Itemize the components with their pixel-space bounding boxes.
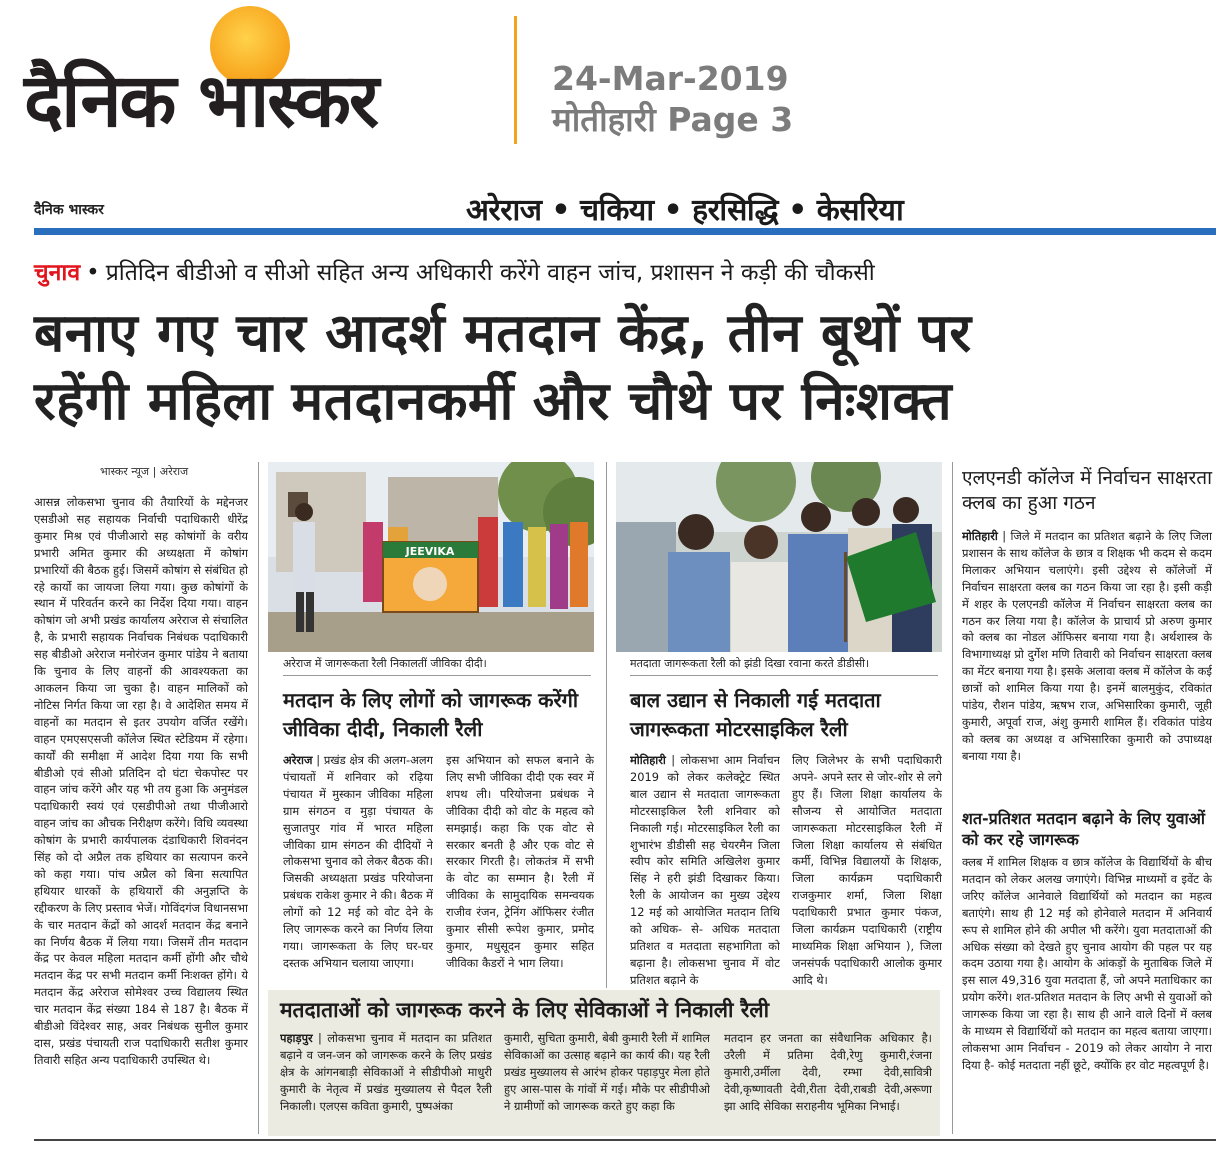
club-story-subhead: शत-प्रतिशत मतदान बढ़ाने के लिए युवाओं को कर रहे जागरूक <box>962 809 1206 849</box>
dateline: अरेराज <box>283 753 313 767</box>
edition-page: मोतीहारी Page 3 <box>552 100 794 140</box>
strip-brand: दैनिक भास्कर <box>34 202 104 218</box>
edition-date: 24-Mar-2019 <box>552 59 789 98</box>
byline: भास्कर न्यूज | अरेराज <box>100 465 189 478</box>
bike-story-col-2: लिए जिलेभर के सभी पदाधिकारी अपने- अपने स्तर से जोर-शोर से लगे हुए हैं। जिला शिक्षा कार्यालय के सौजन्य से आयोजित मतदाता जागरूकता मोटरसाइकिल रैली में जिला शिक्षा कार्यालय से संबंधित कर्मी, विभिन्न विद्यालयों के शिक्षक, जिला कार्यक्रम पदाधिकारी राजकुमार शर्मा, जिला शिक्षा पदाधिकारी प्रभात कुमार पंकज, जिला कार्यक्रम पदाधिकारी (राष्ट्रीय माध्यमिक शिक्षा अभियान ), जिला जनसंपर्क पदाधिकारी आलोक कुमार आदि थे। <box>792 753 942 987</box>
jeevika-story-col-2: इस अभियान को सफल बनाने के लिए सभी जीविका दीदी एक स्वर में शपथ ली। परियोजना प्रबंधक ने जीविका दीदी को वोट के महत्व को समझाई। कहा कि एक वोट से सरकार बनती है और एक वोट से सरकार गिरती है। लोकतंत्र में सभी के वोट का सम्मान है। रैली में जीविका के सामुदायिक समन्वयक राजीव रंजन, ट्रेनिंग ऑफिसर रंजीत कुमार सीसी रूपेश कुमार, प्रमोद कुमार, मधुसूदन कुमार सहित जीविका कैडरों ने भाग लिया। <box>446 753 594 970</box>
photo-caption-1: अरेराज में जागरूकता रैली निकालतीं जीविका दीदी। <box>283 656 591 676</box>
kicker-word: चुनाव <box>34 260 81 286</box>
jeevika-col-1-text: प्रखंड क्षेत्र की अलग-अलग पंचायतों में शनिवार को रढ़िया पंचायत में मुस्कान जीविका महिला ग्राम संगठन व मुड़ा पंचायत के सुजातपुर गांव में भारत महिला जीविका ग्राम संगठन की दीदियों ने लोकसभा चुनाव को लेकर बैठक की। जिसकी अध्यक्षता प्रखंड परियोजना प्रबंधक राकेश कुमार ने की। बैठक में लोगों को 12 मई को वोट देने के लिए जागरूक करने का निर्णय लिया गया। जागरूकता के लिए घर-घर दस्तक अभियान चलाया जाएगा। <box>283 753 433 970</box>
bike-story-col-1: मोतिहारी | लोकसभा आम निर्वाचन 2019 को लेकर कलेक्ट्रेट स्थित बाल उद्यान से मतदाता जागरूकता मोटरसाइकिल रैली शनिवार को निकाली गई। मोटरसाइकिल रैली का शुभारंभ डीडीसी सह चेयरमैन जिला स्वीप कोर समिति अखिलेश कुमार सिंह ने हरी झंडी दिखाकर किया। रैली के आयोजन का मुख्य उद्देश्य 12 मई को आयोजित मतदान तिथि को अधिक- से- अधिक मतदाता प्रतिशत व मतदाता सहभागिता को बढ़ाना है। लोकसभा चुनाव में वोट प्रतिशत बढ़ाने के <box>630 753 780 987</box>
strip-places: अरेराज • चकिया • हरसिद्धि • केसरिया <box>466 193 904 228</box>
jeevika-story-col-1: अरेराज | प्रखंड क्षेत्र की अलग-अलग पंचायतों में शनिवार को रढ़िया पंचायत में मुस्कान जीविका महिला ग्राम संगठन व मुड़ा पंचायत के सुजातपुर गांव में भारत महिला जीविका ग्राम संगठन की दीदियों ने लोकसभा चुनाव को लेकर बैठक की। जिसकी अध्यक्षता प्रखंड परियोजना प्रबंधक राकेश कुमार ने की। बैठक में लोगों को 12 मई को वोट देने के लिए जागरूक करने का निर्णय लिया गया। जागरूकता के लिए घर-घर दस्तक अभियान चलाया जाएगा। <box>283 753 433 970</box>
newspaper-logo: दैनिक भास्कर <box>24 58 378 144</box>
dateline: मोतिहारी <box>962 529 998 543</box>
jeevika-story-headline: मतदान के लिए लोगों को जागरूक करेंगी जीविका दीदी, निकाली रैली <box>283 688 579 741</box>
photo-caption-2: मतदाता जागरूकता रैली को झंडी दिखा रवाना करते डीडीसी। <box>630 656 938 676</box>
page-bottom-rule <box>34 1139 1216 1141</box>
club-story-body-1: मोतिहारी | जिले में मतदान का प्रतिशत बढ़ाने के लिए जिला प्रशासन के साथ कॉलेज के छात्र व शिक्षक भी कदम से कदम मिलाकर अभियान चलाएंगे। इसी उद्देश्य से कॉलेजों में निर्वाचन साक्षरता क्लब का गठन किया जा रहा है। इसी कड़ी में शहर के एलएनडी कॉलेज में निर्वाचन साक्षरता क्लब का गठन कर लिया गया है। कॉलेज के प्राचार्य प्रो अरुण कुमार को क्लब का नोडल ऑफिसर बनाया गया है। अर्थशास्त्र के विभागाध्यक्ष प्रो दुर्गेश मणि तिवारी को निर्वाचन साक्षरता क्लब का मेंटर बनाया गया है। इसके अलावा क्लब में कॉलेज के कई छात्रों को शामिल किया गया है। इनमें बालमुकुंद, रविकांत पांडेय, रौशन पांडेय, ऋषभ राज, अभिसारिका कुमारी, जूही कुमारी, अपूर्वा राज, अंशु कुमारी शामिल हैं। रविकांत पांडेय को क्लब का अध्यक्ष व अभिसारिका कुमारी को उपाध्यक्ष बनाया गया है। <box>962 529 1212 763</box>
club-body-1-text: जिले में मतदान का प्रतिशत बढ़ाने के लिए जिला प्रशासन के साथ कॉलेज के छात्र व शिक्षक भी कदम से कदम मिलाकर अभियान चलाएंगे। इसी उद्देश्य से कॉलेजों में निर्वाचन साक्षरता क्लब का गठन किया जा रहा है। इसी कड़ी में शहर के एलएनडी कॉलेज में निर्वाचन साक्षरता क्लब का गठन कर लिया गया है। कॉलेज के प्राचार्य प्रो अरुण कुमार को क्लब का नोडल ऑफिसर बनाया गया है। अर्थशास्त्र के विभागाध्यक्ष प्रो दुर्गेश मणि तिवारी को निर्वाचन साक्षरता क्लब का मेंटर बनाया गया है। इसके अलावा क्लब में कॉलेज के कई छात्रों को शामिल किया गया है। इनमें बालमुकुंद, रविकांत पांडेय, रौशन पांडेय, ऋषभ राज, अभिसारिका कुमारी, जूही कुमारी, अपूर्वा राज, अंशु कुमारी शामिल हैं। रविकांत पांडेय को क्लब का अध्यक्ष व अभिसारिका कुमारी को उपाध्यक्ष बनाया गया है। <box>962 529 1212 763</box>
ddc-flag-off-photo <box>616 462 942 652</box>
edition-info <box>552 58 793 141</box>
masthead-divider <box>514 16 517 144</box>
sevika-col-1-text: लोकसभा चुनाव में मतदान का प्रतिशत बढ़ाने व जन-जन को जागरूक करने के लिए प्रखंड क्षेत्र के आंगनबाड़ी सेविकाओं ने सीडीपीओ माधुरी कुमारी के नेतृत्व में प्रखंड मुख्यालय से पैदल रैली निकाली। एलएस कविता कुमारी, पुष्पअंका <box>280 1031 492 1113</box>
sevika-story-col-1: पहाड़पुर | लोकसभा चुनाव में मतदान का प्रतिशत बढ़ाने व जन-जन को जागरूक करने के लिए प्रखंड क्षेत्र के आंगनबाड़ी सेविकाओं ने सीडीपीओ माधुरी कुमारी के नेतृत्व में प्रखंड मुख्यालय से पैदल रैली निकाली। एलएस कविता कुमारी, पुष्पअंका <box>280 1031 492 1113</box>
headline-line-1: बनाए गए चार आदर्श मतदान केंद्र, तीन बूथों पर <box>34 303 972 364</box>
section-bar <box>34 228 1216 235</box>
sevika-story-headline: मतदाताओं को जागरूक करने के लिए सेविकाओं ने निकाली रैली <box>280 998 770 1022</box>
jeevika-banner-text: JEEVIKA <box>405 545 455 558</box>
dateline: मोतिहारी <box>630 753 666 767</box>
kicker-text: प्रतिदिन बीडीओ व सीओ सहित अन्य अधिकारी करेंगे वाहन जांच, प्रशासन ने कड़ी की चौकसी <box>105 260 875 286</box>
kicker: चुनाव • प्रतिदिन बीडीओ व सीओ सहित अन्य अधिकारी करेंगे वाहन जांच, प्रशासन ने कड़ी की चौकसी <box>34 260 875 286</box>
sevika-story-col-2: कुमारी, सुचिता कुमारी, बेबी कुमारी रैली में शामिल सेविकाओं का उत्साह बढ़ाने का कार्य की। यह रैली प्रखंड मुख्यालय से आरंभ होकर पहाड़पुर मेला होते हुए आस-पास के गांवों में गई। मौके पर सीडीपीओ ने ग्रामीणों को जागरूक करते हुए कहा कि <box>504 1031 710 1113</box>
club-story-body-2: क्लब में शामिल शिक्षक व छात्र कॉलेज के विद्यार्थियों के बीच मतदान को लेकर अलख जगाएंगे। विभिन्न माध्यमों व इवेंट के जरिए कॉलेज आनेवाले विद्यार्थियों को मतदान का महत्व बताएंगे। साथ ही 12 मई को होनेवाले मतदान में अनिवार्य रूप से शामिल होने की अपील भी करेंगे। युवा मतदाताओं की अधिक संख्या को देखते हुए चुनाव आयोग की पहल पर यह कदम उठाया गया है। आयोग के आंकड़ों के मुताबिक जिले में इस साल 49,316 युवा मतदाता हैं, जो अपने मताधिकार का प्रयोग करेंगे। शत-प्रतिशत मतदान के लिए अभी से युवाओं को जागरूक किया जा रहा है। साथ ही आने वाले दिनों में क्लब के माध्यम से विद्यार्थियों को मतदान का महत्व बताया जाएगा। लोकसभा आम निर्वाचन - 2019 को लेकर आयोग ने नारा दिया है- कोई मतदाता नहीं छूटे, क्योंकि हर वोट महत्वपूर्ण है। <box>962 855 1212 1072</box>
bike-story-headline: बाल उद्यान से निकाली गई मतदाता जागरूकता मोटरसाइकिल रैली <box>630 688 881 741</box>
column-divider <box>952 462 953 1134</box>
club-story-headline: एलएनडी कॉलेज में निर्वाचन साक्षरता क्लब का हुआ गठन <box>962 467 1213 514</box>
column-divider <box>606 462 607 988</box>
headline-line-2: रहेंगी महिला मतदानकर्मी और चौथे पर निःशक्त <box>34 371 953 432</box>
dateline: पहाड़पुर <box>280 1031 313 1045</box>
main-story-body: आसन्न लोकसभा चुनाव की तैयारियों के मद्देनजर एसडीओ सह सहायक निर्वाची पदाधिकारी धीरेंद्र कुमार मिश्र एवं पीजीआरो सह कोषांगों के वरीय प्रभारी अमित कुमार की अध्यक्षता में कोषांग प्रभारियों की बैठक हुई। जिसमें कोषांग से संबंधित हो रहे कार्यो का जायजा लिया गया। कुछ कोषांगों के स्थान में परिवर्तन करने का निर्देश दिया गया। वाहन कोषांग जो अभी प्रखंड कार्यालय अरेराज से संचालित है, के प्रभारी सहायक निर्वाचक निबंधक पदाधिकारी सह बीडीओ अरेराज मनोरंजन कुमार पांडेय ने बताया कि चुनाव के लिए वाहनों की आवश्यकता का आकलन किया जा चुका है। वाहन मालिकों को नोटिस निर्गत किया जा रहा है। वे आदेशित समय में वाहनों का मतदान से इतर उपयोग वर्जित रखेंगे। वाहन एमएसएसजी कॉलेज स्थित स्टेडियम में रहेगा। कार्यों की समीक्षा में आदेश दिया गया कि सभी बीडीओ एवं सीओ प्रतिदिन दो घंटा चेकपोस्ट पर वाहन जांच करेंगे और यह भी तय हुआ कि अनुमंडल पदाधिकारी स्वयं एवं एसडीपीओ तथा पीजीआरो वाहन जांच का औचक निरीक्षण करेंगे। विधि व्यवस्था कोषांग के प्रभारी कार्यपालक दंडाधिकारी शिवनंदन सिंह को दो अप्रैल तक हथियार का सत्यापन करने को कहा गया। पांच अप्रैल को बिना सत्यापित हथियार धारकों के हथियारों की अनुज्ञप्ति के रद्दीकरण के लिए प्रस्ताव भेजें। गोविंदगंज विधानसभा के चार मतदान केंद्रों को आदर्श मतदान केंद्र बनाने का निर्णय बैठक में लिया गया। जिसमें तीन मतदान केंद्र पर केवल महिला मतदान कर्मी होंगी और चौथे मतदान केंद्र पर सभी मतदान कर्मी निःशक्त होंगे। ये मतदान केंद्र अरेराज सोमेश्वर उच्च विद्यालय स्थित चार मतदान केंद्र संख्या 184 से 187 है। बैठक में बीडीओ विंदेश्वर साह, अवर निबंधक सुनील कुमार दास, प्रखंड पंचायती राज पदाधिकारी सतीश कुमार तिवारी सहित अन्य पदाधिकारी उपस्थित थे। <box>34 495 248 1067</box>
main-headline <box>34 300 1204 436</box>
bike-col-1-text: लोकसभा आम निर्वाचन 2019 को लेकर कलेक्ट्रेट स्थित बाल उद्यान से मतदाता जागरूकता मोटरसाइकिल रैली शनिवार को निकाली गई। मोटरसाइकिल रैली का शुभारंभ डीडीसी सह चेयरमैन जिला स्वीप कोर समिति अखिलेश कुमार सिंह ने हरी झंडी दिखाकर किया। रैली के आयोजन का मुख्य उद्देश्य 12 मई को आयोजित मतदान तिथि को अधिक- से- अधिक मतदाता प्रतिशत व मतदाता सहभागिता को बढ़ाना है। लोकसभा चुनाव में वोट प्रतिशत बढ़ाने के <box>630 753 780 987</box>
column-divider <box>258 462 259 1134</box>
sevika-story-col-3: मतदान हर जनता का संवैधानिक अधिकार है। उरैली में प्रतिमा देवी,रेणु कुमारी,रंजना कुमारी,उर्मीला देवी, रम्भा देवी,सावित्री देवी,कृष्णावती देवी,रीता देवी,राबडी देवी,अरूणा झा आदि सेविका सराहनीय भूमिका निभाई। <box>724 1031 932 1113</box>
jeevika-rally-photo <box>268 462 594 652</box>
